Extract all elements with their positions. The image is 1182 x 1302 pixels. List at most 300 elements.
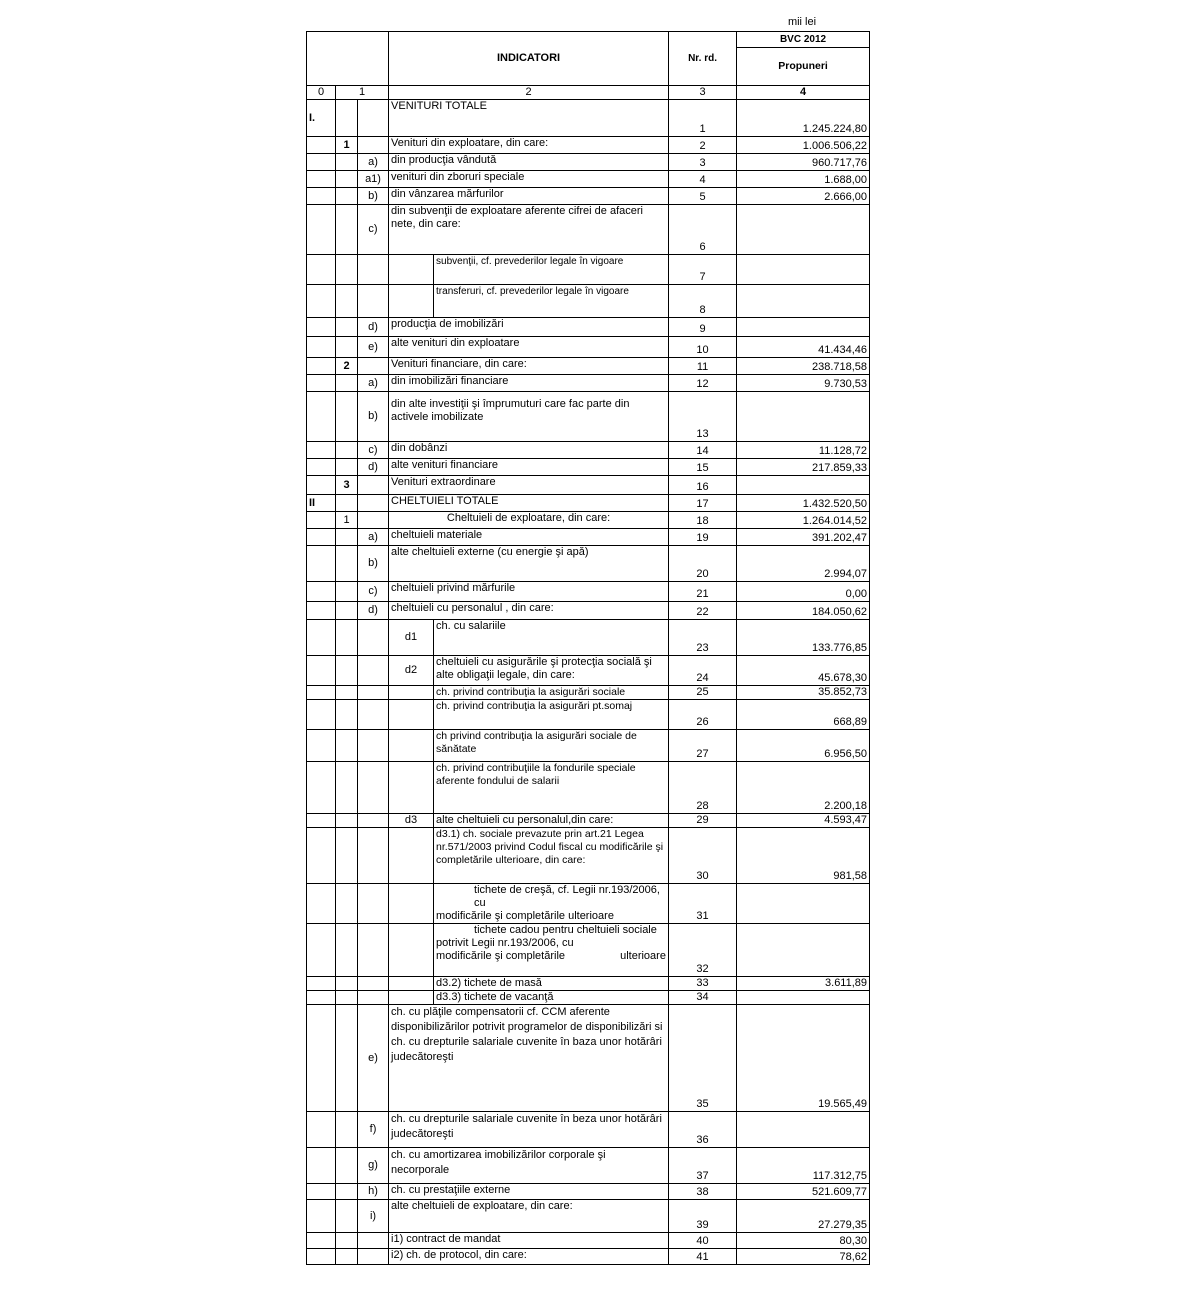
row-value: 1.688,00 (737, 171, 870, 188)
subsection-number (336, 255, 358, 285)
row-number: 33 (669, 977, 737, 991)
section-number (307, 1112, 336, 1148)
item-letter: c) (358, 205, 389, 255)
row-value (737, 205, 870, 255)
item-letter: f) (358, 1112, 389, 1148)
indicator-label: alte cheltuieli cu personalul,din care: (434, 814, 669, 828)
item-blank (358, 977, 389, 991)
item-letter (389, 762, 434, 814)
item-letter (389, 700, 434, 730)
indicator-label: ch. cu salariile (434, 620, 669, 656)
item-blank (358, 730, 389, 762)
sub-blank (389, 255, 434, 285)
table-row (307, 602, 870, 620)
unit-label: mii lei (787, 16, 817, 28)
subsection-number (336, 991, 358, 1005)
section-number (307, 924, 336, 977)
subsection-number (336, 459, 358, 476)
budget-table (306, 31, 870, 1265)
indicator-label: ch privind contribuţia la asigurări sociale de sănătate (434, 730, 669, 762)
section-number (307, 392, 336, 442)
section-number (307, 1184, 336, 1200)
indicator-label: producţia de imobilizări (389, 318, 669, 337)
table-row (307, 1148, 870, 1184)
item-blank (358, 656, 389, 686)
indicator-label: din imobilizări financiare (389, 375, 669, 392)
row-number: 18 (669, 512, 737, 529)
section-number (307, 442, 336, 459)
table-row (307, 358, 870, 375)
row-number: 40 (669, 1233, 737, 1249)
indicator-label: i2) ch. de protocol, din care: (389, 1249, 669, 1265)
table-row (307, 205, 870, 255)
item-blank (358, 991, 389, 1005)
row-number: 22 (669, 602, 737, 620)
section-number (307, 529, 336, 546)
indicator-label: ch. cu prestaţiile externe (389, 1184, 669, 1200)
row-value (737, 285, 870, 318)
row-number: 12 (669, 375, 737, 392)
item-letter: a) (358, 375, 389, 392)
row-value: 521.609,77 (737, 1184, 870, 1200)
table-row (307, 546, 870, 582)
indicator-label: ch. privind contribuţia la asigurări sociale (434, 686, 669, 700)
item-letter (389, 991, 434, 1005)
row-number: 32 (669, 924, 737, 977)
row-value: 184.050,62 (737, 602, 870, 620)
section-number (307, 656, 336, 686)
subsection-number (336, 100, 358, 137)
row-value: 80,30 (737, 1233, 870, 1249)
row-value: 6.956,50 (737, 730, 870, 762)
item-blank (358, 828, 389, 884)
row-value: 238.718,58 (737, 358, 870, 375)
section-number (307, 828, 336, 884)
table-row (307, 1184, 870, 1200)
table-row (307, 656, 870, 686)
header-blank (307, 32, 389, 86)
table-row (307, 392, 870, 442)
subsection-number (336, 884, 358, 924)
item-letter (358, 285, 389, 318)
row-number: 36 (669, 1112, 737, 1148)
item-letter (389, 730, 434, 762)
col-index: 4 (737, 86, 870, 100)
item-blank (358, 884, 389, 924)
indicator-label: Venituri extraordinare (389, 476, 669, 495)
row-number: 25 (669, 686, 737, 700)
item-blank (358, 814, 389, 828)
row-number: 21 (669, 582, 737, 602)
row-value (737, 1112, 870, 1148)
row-value: 45.678,30 (737, 656, 870, 686)
section-number: I. (307, 100, 336, 137)
item-blank (358, 700, 389, 730)
row-value: 1.245.224,80 (737, 100, 870, 137)
subsection-number (336, 285, 358, 318)
indicator-label: i1) contract de mandat (389, 1233, 669, 1249)
subsection-number (336, 529, 358, 546)
indicator-label: cheltuieli privind mărfurile (389, 582, 669, 602)
subsection-number (336, 171, 358, 188)
section-number (307, 1249, 336, 1265)
indicator-label-line: tichete de creşă, cf. Legii nr.193/2006, cu (474, 884, 660, 909)
item-letter: d1 (389, 620, 434, 656)
row-value (737, 991, 870, 1005)
table-row (307, 700, 870, 730)
item-letter (358, 137, 389, 154)
subsection-number (336, 686, 358, 700)
row-number: 19 (669, 529, 737, 546)
table-row (307, 1005, 870, 1112)
indicator-label (434, 924, 669, 977)
subsection-number (336, 442, 358, 459)
row-number: 9 (669, 318, 737, 337)
row-value: 0,00 (737, 582, 870, 602)
table-row (307, 1233, 870, 1249)
indicator-label: din subvenţii de exploatare aferente cifrei de afaceri nete, din care: (389, 205, 669, 255)
row-value: 19.565,49 (737, 1005, 870, 1112)
item-letter (389, 828, 434, 884)
row-number: 14 (669, 442, 737, 459)
row-number: 41 (669, 1249, 737, 1265)
table-row (307, 285, 870, 318)
indicator-label: Venituri din exploatare, din care: (389, 137, 669, 154)
table-row (307, 730, 870, 762)
table-row (307, 977, 870, 991)
section-number (307, 337, 336, 358)
table-row (307, 512, 870, 529)
row-value: 41.434,46 (737, 337, 870, 358)
indicator-label: CHELTUIELI TOTALE (389, 495, 669, 512)
indicator-label (434, 884, 669, 924)
subsection-number (336, 495, 358, 512)
section-number (307, 700, 336, 730)
row-value: 960.717,76 (737, 154, 870, 171)
row-number: 27 (669, 730, 737, 762)
indicator-label-line (436, 950, 666, 963)
item-letter: d) (358, 602, 389, 620)
row-number: 23 (669, 620, 737, 656)
item-letter: d2 (389, 656, 434, 686)
item-letter: b) (358, 188, 389, 205)
table-row (307, 375, 870, 392)
subsection-number (336, 337, 358, 358)
row-value: 3.611,89 (737, 977, 870, 991)
item-letter: d) (358, 459, 389, 476)
section-number (307, 582, 336, 602)
row-number: 39 (669, 1200, 737, 1233)
row-value: 133.776,85 (737, 620, 870, 656)
table-row (307, 814, 870, 828)
section-number (307, 730, 336, 762)
section-number (307, 375, 336, 392)
table-row (307, 828, 870, 884)
item-blank (358, 924, 389, 977)
row-value: 2.666,00 (737, 188, 870, 205)
section-number (307, 1148, 336, 1184)
table-row (307, 318, 870, 337)
row-number: 3 (669, 154, 737, 171)
subsection-number (336, 1249, 358, 1265)
indicator-label: VENITURI TOTALE (389, 100, 669, 137)
col-index: 0 (307, 86, 336, 100)
row-value: 9.730,53 (737, 375, 870, 392)
indicator-label: alte cheltuieli externe (cu energie şi apă) (389, 546, 669, 582)
table-row (307, 337, 870, 358)
section-number (307, 188, 336, 205)
section-number (307, 1233, 336, 1249)
table-row (307, 442, 870, 459)
header-indicatori: INDICATORI (389, 32, 669, 86)
item-letter: g) (358, 1148, 389, 1184)
row-value (737, 392, 870, 442)
subsection-number (336, 762, 358, 814)
section-number (307, 476, 336, 495)
section-number (307, 154, 336, 171)
subsection-number (336, 1200, 358, 1233)
table-row (307, 476, 870, 495)
item-letter (358, 358, 389, 375)
subsection-number (336, 620, 358, 656)
section-number (307, 814, 336, 828)
section-number (307, 620, 336, 656)
item-letter (389, 924, 434, 977)
item-letter: b) (358, 546, 389, 582)
header-nr-rd: Nr. rd. (669, 32, 737, 86)
indicator-label: alte venituri financiare (389, 459, 669, 476)
indicator-label: din vânzarea mărfurilor (389, 188, 669, 205)
item-letter: c) (358, 442, 389, 459)
indicator-label: transferuri, cf. prevederilor legale în vigoare (434, 285, 669, 318)
item-blank (358, 762, 389, 814)
item-letter (358, 1233, 389, 1249)
item-letter (389, 884, 434, 924)
col-index: 3 (669, 86, 737, 100)
section-number (307, 762, 336, 814)
section-number (307, 1200, 336, 1233)
row-number: 24 (669, 656, 737, 686)
row-value: 668,89 (737, 700, 870, 730)
item-letter: a) (358, 154, 389, 171)
indicator-label: d3.3) tichete de vacanţă (434, 991, 669, 1005)
indicator-label: ch. cu amortizarea imobilizărilor corporale şi necorporale (389, 1148, 669, 1184)
table-row (307, 991, 870, 1005)
subsection-number (336, 602, 358, 620)
row-value: 27.279,35 (737, 1200, 870, 1233)
indicator-label-line: potrivit Legii nr.193/2006, cu (436, 937, 574, 949)
table-row (307, 1200, 870, 1233)
sub-blank (389, 285, 434, 318)
item-letter: d3 (389, 814, 434, 828)
subsection-number (336, 205, 358, 255)
indicator-label: cheltuieli materiale (389, 529, 669, 546)
section-number (307, 991, 336, 1005)
indicator-label: alte cheltuieli de exploatare, din care: (389, 1200, 669, 1233)
row-value (737, 924, 870, 977)
section-number (307, 255, 336, 285)
row-value: 78,62 (737, 1249, 870, 1265)
table-row (307, 582, 870, 602)
table-row (307, 495, 870, 512)
item-letter (358, 495, 389, 512)
section-number (307, 358, 336, 375)
indicator-label: alte venituri din exploatare (389, 337, 669, 358)
row-number: 11 (669, 358, 737, 375)
table-row (307, 100, 870, 137)
row-value: 1.264.014,52 (737, 512, 870, 529)
subsection-number (336, 828, 358, 884)
row-number: 30 (669, 828, 737, 884)
row-value: 1.006.506,22 (737, 137, 870, 154)
section-number: II (307, 495, 336, 512)
table-row (307, 188, 870, 205)
subsection-number (336, 318, 358, 337)
indicator-label: ch. cu drepturile salariale cuvenite în beza unor hotărâri judecătoreşti (389, 1112, 669, 1148)
table-row (307, 171, 870, 188)
section-number (307, 1005, 336, 1112)
row-value (737, 476, 870, 495)
indicator-label: ch. privind contribuţiile la fondurile speciale aferente fondului de salarii (434, 762, 669, 814)
header-propuneri: Propuneri (737, 48, 870, 86)
indicator-label: ch. cu plăţile compensatorii cf. CCM aferente disponibilizărilor potrivit programelor de disponibilizări si ch. cu drepturile salariale cuvenite în baza unor hotărâri judecătoreşti (389, 1005, 669, 1112)
subsection-number (336, 188, 358, 205)
section-number (307, 137, 336, 154)
row-number: 28 (669, 762, 737, 814)
item-letter: e) (358, 337, 389, 358)
column-index-row (307, 86, 870, 100)
subsection-number (336, 700, 358, 730)
row-value: 117.312,75 (737, 1148, 870, 1184)
header-row (307, 32, 870, 48)
item-letter: b) (358, 392, 389, 442)
row-number: 35 (669, 1005, 737, 1112)
table-row (307, 154, 870, 171)
item-blank (358, 686, 389, 700)
section-number (307, 686, 336, 700)
row-value: 2.994,07 (737, 546, 870, 582)
row-number: 29 (669, 814, 737, 828)
row-value (737, 255, 870, 285)
section-number (307, 546, 336, 582)
indicator-label-part: ulterioare (620, 950, 666, 962)
row-number: 4 (669, 171, 737, 188)
indicator-label-part: modificările şi completările (436, 950, 566, 962)
indicator-label: venituri din zboruri speciale (389, 171, 669, 188)
item-letter (358, 476, 389, 495)
row-value: 217.859,33 (737, 459, 870, 476)
item-letter: e) (358, 1005, 389, 1112)
subsection-number (336, 392, 358, 442)
indicator-label-line: tichete cadou pentru cheltuieli sociale (474, 924, 657, 936)
subsection-number (336, 1148, 358, 1184)
row-number: 2 (669, 137, 737, 154)
row-number: 37 (669, 1148, 737, 1184)
item-letter (358, 255, 389, 285)
section-number (307, 459, 336, 476)
row-value (737, 318, 870, 337)
subsection-number (336, 1005, 358, 1112)
table-row (307, 1112, 870, 1148)
indicator-label: cheltuieli cu asigurările şi protecţia socială şi alte obligaţii legale, din care: (434, 656, 669, 686)
item-letter (358, 512, 389, 529)
section-number (307, 318, 336, 337)
indicator-label: d3.2) tichete de masă (434, 977, 669, 991)
section-number (307, 602, 336, 620)
table-row (307, 762, 870, 814)
table-row (307, 529, 870, 546)
row-value: 11.128,72 (737, 442, 870, 459)
subsection-number (336, 1233, 358, 1249)
row-number: 1 (669, 100, 737, 137)
table-row (307, 686, 870, 700)
item-letter (389, 977, 434, 991)
section-number (307, 205, 336, 255)
row-number: 15 (669, 459, 737, 476)
row-number: 38 (669, 1184, 737, 1200)
subsection-number (336, 154, 358, 171)
col-index: 2 (389, 86, 669, 100)
row-number: 26 (669, 700, 737, 730)
item-letter (358, 100, 389, 137)
row-number: 6 (669, 205, 737, 255)
row-number: 31 (669, 884, 737, 924)
row-number: 7 (669, 255, 737, 285)
subsection-number: 1 (336, 512, 358, 529)
row-number: 5 (669, 188, 737, 205)
subsection-number: 2 (336, 358, 358, 375)
row-number: 17 (669, 495, 737, 512)
subsection-number: 1 (336, 137, 358, 154)
subsection-number (336, 582, 358, 602)
row-number: 13 (669, 392, 737, 442)
item-letter: a) (358, 529, 389, 546)
indicator-label: din producţia vândută (389, 154, 669, 171)
indicator-label: din dobânzi (389, 442, 669, 459)
row-value: 2.200,18 (737, 762, 870, 814)
indicator-label: din alte investiţii şi împrumuturi care fac parte din activele imobilizate (389, 392, 669, 442)
row-value: 1.432.520,50 (737, 495, 870, 512)
indicator-label-line: modificările şi completările ulterioare (436, 910, 614, 922)
subsection-number (336, 814, 358, 828)
subsection-number (336, 924, 358, 977)
item-letter (358, 1249, 389, 1265)
table-row (307, 1249, 870, 1265)
indicator-label: cheltuieli cu personalul , din care: (389, 602, 669, 620)
section-number (307, 884, 336, 924)
header-bvc: BVC 2012 (737, 32, 870, 48)
table-row (307, 620, 870, 656)
item-letter: h) (358, 1184, 389, 1200)
subsection-number (336, 977, 358, 991)
indicator-label: Venituri financiare, din care: (389, 358, 669, 375)
item-letter: d) (358, 318, 389, 337)
subsection-number (336, 1112, 358, 1148)
item-letter (389, 686, 434, 700)
subsection-number (336, 375, 358, 392)
row-value: 4.593,47 (737, 814, 870, 828)
subsection-number: 3 (336, 476, 358, 495)
row-number: 34 (669, 991, 737, 1005)
subsection-number (336, 1184, 358, 1200)
row-value: 981,58 (737, 828, 870, 884)
row-number: 8 (669, 285, 737, 318)
table-row (307, 137, 870, 154)
row-number: 10 (669, 337, 737, 358)
indicator-label: d3.1) ch. sociale prevazute prin art.21 Legea nr.571/2003 privind Codul fiscal cu modificările şi completările ulterioare, din care: (434, 828, 669, 884)
subsection-number (336, 546, 358, 582)
item-letter: i) (358, 1200, 389, 1233)
